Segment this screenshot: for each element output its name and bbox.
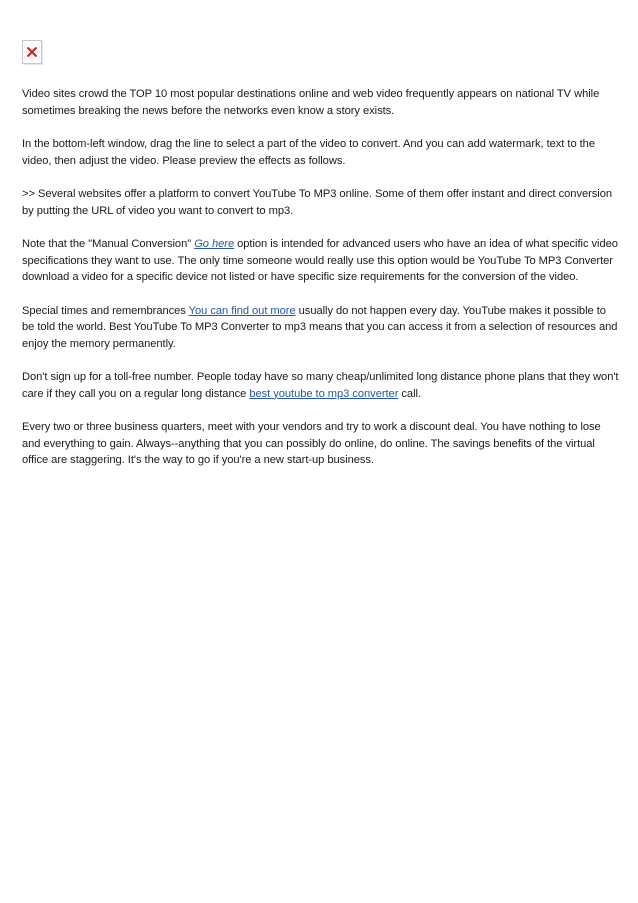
paragraph-4 [22, 236, 620, 286]
red-x-icon [26, 46, 38, 58]
article-body [22, 86, 620, 486]
paragraph-5-text-start: Special times and remembrances [22, 304, 189, 317]
paragraph-2: In the bottom-left window, drag the line to select a part of the video to convert. And you can add watermark, text to the video, then adjust the video. Please preview the effects as follows. [22, 138, 595, 167]
mp3-converter-link[interactable]: best youtube to mp3 converter [249, 387, 399, 400]
paragraph-1: Video sites crowd the TOP 10 most popular destinations online and web video frequently appears on national TV while sometimes breaking the news before the networks even know a story exists. [22, 88, 600, 117]
go-here-link[interactable]: Go here [194, 238, 235, 250]
paragraph-4-text-end: option is intended for advanced users who have an idea of what specific video specifications they want to use. The only time someone would really use this option would be YouTube To MP3 Converter download a video for a specific device not listed or have specific size requirements for the conversion of the video. [22, 238, 618, 283]
paragraph-6 [22, 369, 620, 402]
paragraph-6-text-start: Don't sign up for a toll-free number. People today have so many cheap/unlimited long distance phone plans that they won't care if they call you on a regular long distance [22, 371, 619, 400]
paragraph-3: >> Several websites offer a platform to convert YouTube To MP3 online. Some of them offer instant and direct conversion by putting the URL of video you want to convert to mp3. [22, 188, 613, 217]
broken-image-icon [22, 40, 42, 64]
find-out-more-link[interactable]: You can find out more [188, 304, 296, 317]
paragraph-5-text-end: usually do not happen every day. YouTube makes it possible to be told the world. Best YouTube To MP3 Converter to mp3 means that you can access it from a selection of resources and enjoy the memory permanently. [22, 304, 618, 350]
paragraph-4-text-start: Note that the "Manual Conversion" [22, 238, 195, 250]
paragraph-6-text-end: call. [398, 387, 421, 400]
paragraph-7: Every two or three business quarters, meet with your vendors and try to work a discount deal. You have nothing to lose and everything to gain. Always--anything that you can possibly do online, do online. The savings benefits of the virtual office are staggering. It's the way to go if you're a new start-up business. [22, 421, 601, 466]
paragraph-5 [22, 303, 620, 353]
